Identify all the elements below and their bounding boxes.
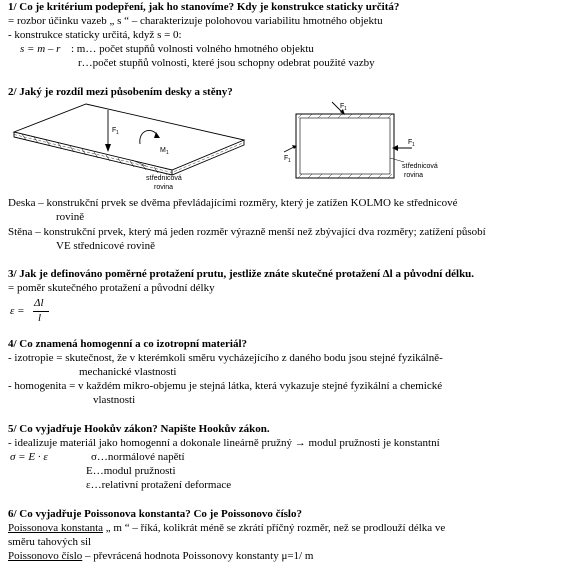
wall-diagram xyxy=(282,100,462,192)
plate-plane-label-2: rovina xyxy=(154,184,174,191)
q1-line2: - konstrukce staticky určitá, když s = 0: xyxy=(8,29,182,41)
wall-f-right-label: F xyxy=(408,139,413,146)
wall-f-top-label: F xyxy=(340,103,345,110)
q3-epsilon: ε = xyxy=(10,305,25,317)
q5-sigma-def: σ…normálové napětí xyxy=(91,451,185,463)
q1-formula-m: : m… počet stupňů volnosti volného hmotného objektu xyxy=(71,43,314,55)
poisson-number-text: – převrácená hodnota Poissonovy konstanty μ=1/ m xyxy=(82,550,314,562)
plate-m1-label: M xyxy=(160,147,166,154)
plate-plane-label-1: střednicová xyxy=(146,175,182,182)
q2-stena-line1: Stěna – konstrukční prvek, který má jeden rozměr výrazně menší než zbývající dva rozměry; zatížení působí xyxy=(8,226,486,238)
poisson-constant-term: Poissonova konstanta xyxy=(8,522,104,534)
q5-e-def: E…modul pružnosti xyxy=(86,465,176,477)
poisson-constant-text: „ m “ – říká, kolikrát méně se zkrátí příčný rozměr, než se prodlouží délka ve xyxy=(103,522,446,534)
wall-f-top-sub: 1 xyxy=(344,106,347,112)
q5-line1: - idealizuje materiál jako homogenní a dokonale lineárně pružný → modul pružnosti je konstantní xyxy=(8,437,440,449)
q5-heading: 5/ Co vyjadřuje Hookův zákon? Napište Hookův zákon. xyxy=(8,423,270,435)
q3-line1: = poměr skutečného protažení a původní délky xyxy=(8,282,215,294)
q4-hom-line2: vlastnosti xyxy=(93,394,136,406)
q5-formula: σ = E · ε xyxy=(10,451,48,463)
q3-numerator: Δl xyxy=(34,297,44,309)
q2-deska-line2: rovině xyxy=(56,211,85,223)
q1-formula-r: r…počet stupňů volnosti, které jsou schopny odebrat použité vazby xyxy=(78,57,375,69)
plate-f1-label: F xyxy=(112,127,117,134)
q4-iso-line1: - izotropie = skutečnost, že v kterémkoli směru vycházejícího z daného bodu jsou stejné fyzikálně- xyxy=(8,352,443,364)
q2-stena-line2: VE střednicové rovině xyxy=(56,240,155,252)
q2-deska-line1: Deska – konstrukční prvek se dvěma převládajícími rozměry, který je zatížen KOLMO ke střednicové xyxy=(8,197,458,209)
poisson-number-term: Poissonovo číslo xyxy=(8,550,83,562)
wall-f-left-label: F xyxy=(284,155,289,162)
q6-const-line1 xyxy=(8,522,445,535)
q1-formula: s = m – r xyxy=(20,43,61,55)
q2-heading: 2/ Jaký je rozdíl mezi působením desky a stěny? xyxy=(8,86,233,98)
q3-heading: 3/ Jak je definováno poměrné protažení prutu, jestliže znáte skutečné protažení Δl a původní délku. xyxy=(8,268,475,280)
wall-f-right-sub: 1 xyxy=(412,142,415,148)
plate-f1-sub: 1 xyxy=(116,130,119,136)
q6-heading: 6/ Co vyjadřuje Poissonova konstanta? Co je Poissonovo číslo? xyxy=(8,508,302,520)
q5-epsilon-def: ε…relativní protažení deformace xyxy=(86,479,232,491)
wall-plane-label-1: střednicová xyxy=(402,163,438,170)
q4-iso-line2: mechanické vlastnosti xyxy=(79,366,177,378)
q1-heading: 1/ Co je kritérium podepření, jak ho stanovíme? Kdy je konstrukce staticky určitá? xyxy=(8,1,400,13)
plate-diagram xyxy=(12,100,248,192)
q1-line1: = rozbor účinku vazeb „ s “ – charakterizuje polohovou variabilitu hmotného objektu xyxy=(8,15,383,27)
q4-hom-line1: - homogenita = v každém mikro-objemu je stejná látka, která vykazuje stejné fyzikální a chemické xyxy=(8,380,443,392)
wall-plane-label-2: rovina xyxy=(404,172,424,179)
plate-m1-sub: 1 xyxy=(166,150,169,156)
q4-heading: 4/ Co znamená homogenní a co izotropní materiál? xyxy=(8,338,248,350)
q3-denominator: l xyxy=(38,312,42,324)
q6-const-line2: směru tahových sil xyxy=(8,536,92,548)
q6-number-line xyxy=(8,550,313,563)
wall-f-left-sub: 1 xyxy=(288,158,291,164)
